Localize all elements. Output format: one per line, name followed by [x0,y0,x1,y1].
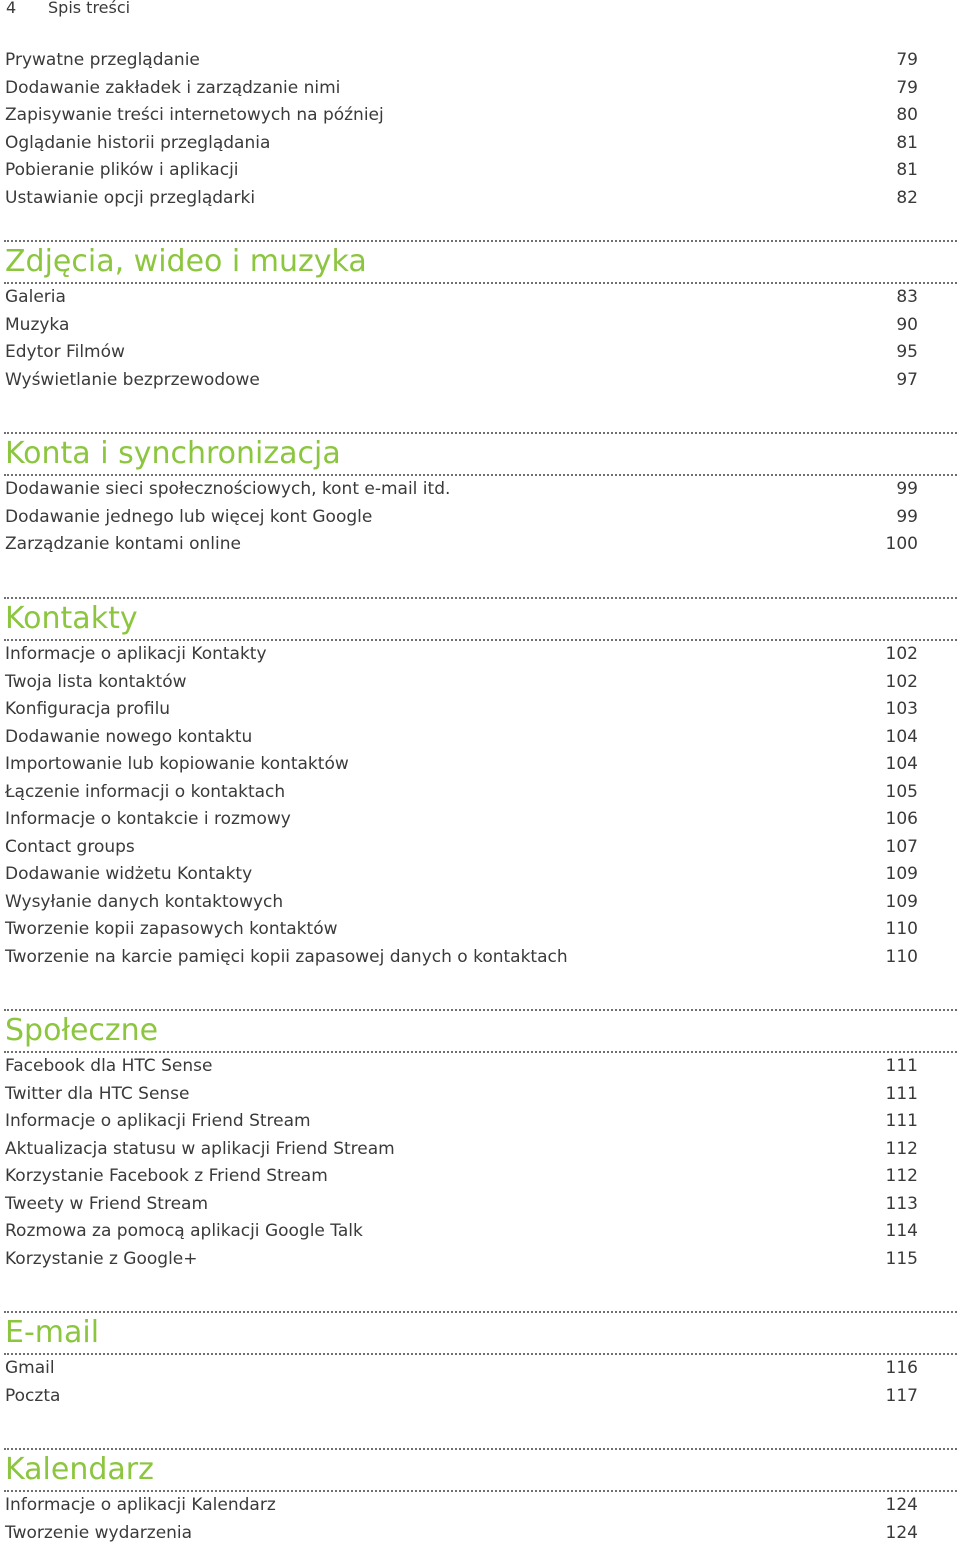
toc-entry-page: 105 [885,781,918,802]
section-entries [0,476,960,559]
toc-entry-page: 103 [885,699,918,719]
section-entries [0,1053,960,1273]
toc-entry[interactable] [0,1492,960,1520]
toc-entry-page: 106 [885,809,918,829]
toc-entry[interactable] [0,1246,960,1274]
toc-entry[interactable] [0,1136,960,1164]
toc-entry-title: Rozmowa za pomocą aplikacji Google Talk [5,1221,363,1241]
toc-entry-page: 110 [885,946,918,967]
toc-entry[interactable] [0,130,960,158]
toc-entry-page: 111 [885,1056,918,1076]
toc-entry-page: 102 [885,671,918,692]
toc-entry-page: 113 [885,1193,918,1214]
toc-entry[interactable] [0,669,960,697]
toc-entry-title: Importowanie lub kopiowanie kontaktów [5,754,349,774]
toc-entry-title: Łączenie informacji o kontaktach [5,781,286,802]
toc-entry[interactable] [0,312,960,340]
section-heading [4,597,957,641]
toc-entry-page: 112 [885,1166,918,1186]
toc-section-social [0,1009,960,1273]
toc-entry-page: 114 [885,1221,918,1241]
toc-entry-title: Wysyłanie danych kontaktowych [5,891,284,912]
section-title[interactable]: Konta i synchronizacja [5,436,341,471]
toc-entry-title: Muzyka [5,314,70,335]
toc-entry-title: Korzystanie Facebook z Friend Stream [5,1166,328,1186]
toc-entry[interactable] [0,1053,960,1081]
toc-entry[interactable] [0,944,960,972]
toc-entry-title: Tworzenie na karcie pamięci kopii zapasowej danych o kontaktach [5,946,568,967]
toc-entry-title: Tworzenie wydarzenia [5,1522,193,1543]
toc-entry-page: 99 [896,506,918,527]
toc-section-contacts [0,597,960,971]
section-heading [4,240,957,284]
toc-entry[interactable] [0,1191,960,1219]
toc-entry[interactable] [0,696,960,724]
toc-entry-title: Gmail [5,1358,55,1378]
toc-entry-title: Dodawanie widżetu Kontakty [5,864,253,884]
toc-entry-page: 109 [885,864,918,884]
section-heading [4,1448,957,1492]
toc-section-email [0,1311,960,1410]
toc-entry-page: 111 [885,1083,918,1104]
toc-entry-title: Twitter dla HTC Sense [5,1083,190,1104]
toc-entry[interactable] [0,779,960,807]
toc-entry-title: Informacje o aplikacji Friend Stream [5,1111,311,1131]
toc-intro-entries [0,47,960,212]
toc-entry-title: Dodawanie jednego lub więcej kont Google [5,506,373,527]
page-header [6,0,130,16]
toc-entry-page: 124 [885,1495,918,1515]
section-heading [4,432,957,476]
toc-intro [0,47,960,212]
toc-entry[interactable] [0,504,960,532]
toc-entry-page: 104 [885,726,918,747]
toc-entry-page: 99 [896,479,918,499]
toc-entry-title: Tworzenie kopii zapasowych kontaktów [5,919,338,939]
section-entries [0,1355,960,1410]
toc-entry-page: 117 [885,1385,918,1406]
toc-entry-page: 97 [896,369,918,390]
toc-entry[interactable] [0,861,960,889]
toc-entry[interactable] [0,339,960,367]
toc-entry[interactable] [0,1108,960,1136]
section-entries [0,284,960,394]
toc-entry-title: Wyświetlanie bezprzewodowe [5,369,260,390]
toc-entry-page: 80 [896,105,918,125]
toc-entry[interactable] [0,806,960,834]
section-entries [0,1492,960,1547]
toc-entry[interactable] [0,641,960,669]
toc-entry-page: 115 [885,1248,918,1269]
toc-entry-page: 83 [896,287,918,307]
toc-entry-title: Prywatne przeglądanie [5,50,200,70]
toc-entry[interactable] [0,834,960,862]
toc-entry-page: 82 [896,187,918,208]
toc-entry-title: Ustawianie opcji przeglądarki [5,187,256,208]
toc-entry[interactable] [0,75,960,103]
toc-entry[interactable] [0,102,960,130]
toc-entry-title: Korzystanie z Google+ [5,1248,198,1269]
toc-entry-title: Twoja lista kontaktów [5,671,187,692]
toc-entry-title: Informacje o aplikacji Kalendarz [5,1495,276,1515]
toc-entry[interactable] [0,157,960,185]
toc-entry-title: Edytor Filmów [5,342,125,362]
toc-entry-title: Oglądanie historii przeglądania [5,132,271,153]
toc-entry-title: Galeria [5,287,66,307]
toc-entry-title: Facebook dla HTC Sense [5,1056,213,1076]
section-title[interactable]: Kontakty [5,601,138,636]
toc-entry[interactable] [0,47,960,75]
toc-entry-title: Informacje o aplikacji Kontakty [5,644,267,664]
section-title[interactable]: E-mail [5,1315,100,1350]
toc-entry-page: 107 [885,836,918,857]
toc-entry-page: 124 [885,1522,918,1543]
toc-entry[interactable] [0,724,960,752]
toc-entry-title: Dodawanie zakładek i zarządzanie nimi [5,77,341,98]
toc-entry-title: Contact groups [5,836,135,857]
toc-entry-title: Dodawanie nowego kontaktu [5,726,253,747]
toc-entry[interactable] [0,1520,960,1548]
toc-entry-page: 110 [885,919,918,939]
toc-entry[interactable] [0,185,960,213]
section-title[interactable]: Społeczne [5,1013,159,1048]
page-header-title: Spis treści [48,0,131,17]
toc-entry-title: Dodawanie sieci społecznościowych, kont e-mail itd. [5,479,451,499]
toc-entry-title: Informacje o kontakcie i rozmowy [5,809,291,829]
toc-entry[interactable] [0,531,960,559]
toc-entry-page: 100 [885,534,918,554]
toc-entry[interactable] [0,1081,960,1109]
section-title[interactable]: Kalendarz [5,1452,154,1487]
toc-entry-page: 109 [885,891,918,912]
toc-entry-page: 81 [896,160,918,180]
section-title[interactable]: Zdjęcia, wideo i muzyka [5,244,367,279]
toc-entry[interactable] [0,889,960,917]
toc-entry-page: 90 [896,314,918,335]
toc-entry-page: 111 [885,1111,918,1131]
toc-entry-page: 112 [885,1138,918,1159]
toc-entry[interactable] [0,1383,960,1411]
section-heading [4,1009,957,1053]
toc-entry-title: Pobieranie plików i aplikacji [5,160,239,180]
toc-entry-page: 102 [885,644,918,664]
toc-entry-page: 81 [896,132,918,153]
toc-entry-title: Poczta [5,1385,61,1406]
toc-entry-title: Zapisywanie treści internetowych na później [5,105,384,125]
section-heading [4,1311,957,1355]
toc-entry[interactable] [0,1163,960,1191]
toc-entry[interactable] [0,476,960,504]
toc-entry-page: 79 [896,77,918,98]
toc-entry[interactable] [0,1355,960,1383]
toc-section-calendar [0,1448,960,1547]
toc-entry-title: Tweety w Friend Stream [5,1193,209,1214]
toc-entry-page: 104 [885,754,918,774]
section-entries [0,641,960,971]
page-number: 4 [6,0,17,17]
toc-entry-page: 95 [896,342,918,362]
toc-entry[interactable] [0,751,960,779]
toc-entry[interactable] [0,1218,960,1246]
toc-entry-page: 79 [896,50,918,70]
toc-entry[interactable] [0,916,960,944]
toc-entry[interactable] [0,284,960,312]
toc-section-media [0,240,960,394]
toc-section-accounts [0,432,960,559]
toc-entry-title: Aktualizacja statusu w aplikacji Friend Stream [5,1138,395,1159]
toc-entry-page: 116 [885,1358,918,1378]
toc-entry-title: Konfiguracja profilu [5,699,171,719]
toc-entry-title: Zarządzanie kontami online [5,534,241,554]
toc-entry[interactable] [0,367,960,395]
